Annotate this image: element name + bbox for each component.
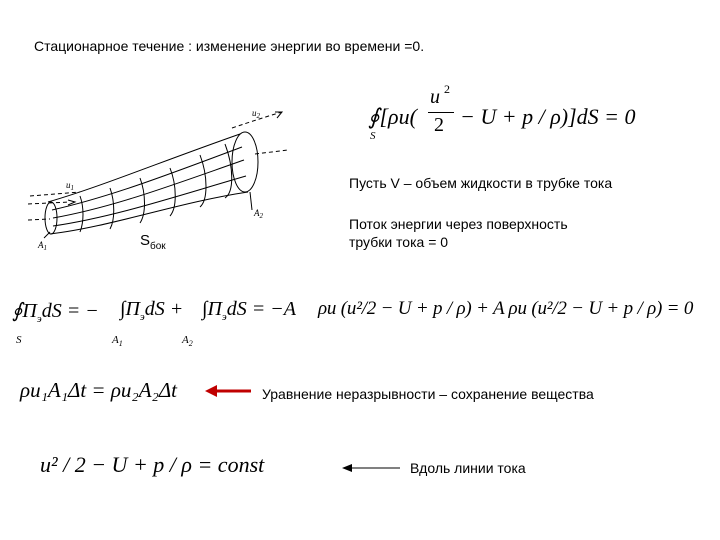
flux-text-line1: Поток энергии через поверхность xyxy=(349,216,568,232)
continuity-text: Уравнение неразрывности – сохранение вещества xyxy=(262,386,594,402)
label-a1: $A_1$ xyxy=(38,240,47,252)
bernoulli-equation: u² / 2 − U + p / ρ = const xyxy=(40,452,265,477)
page-title: Стационарное течение : изменение энергии во времени =0. xyxy=(34,38,425,54)
label-a2: $A_2$ xyxy=(254,208,263,220)
black-arrow-icon xyxy=(342,462,402,474)
volume-text: Пусть V – объем жидкости в трубке тока xyxy=(349,175,613,191)
energy-integral-equation: ∮[ρu( u 2 2 − U + p / ρ)]dS = 0 S xyxy=(368,82,636,142)
label-u2: $u_2$ xyxy=(252,108,260,120)
s-side-label: $S_{бок}$ xyxy=(140,232,166,252)
continuity-equation: ρu₁A₁Δt = ρu₂A₂Δt xyxy=(20,378,178,402)
energy-flux-equation: $∮\Pi_эdS$ = − $\int\Pi_эdS$ + $\int\Pi_эdS = -A$ ρu (u²/2 − U + p / ρ) + A ρu (u²/2 − U + p / ρ) = 0 S $A_1$ $A_2$ xyxy=(12,298,694,349)
end-ellipse-a2 xyxy=(232,132,258,192)
label-u1: $u_1$ xyxy=(66,180,74,192)
red-arrow-icon xyxy=(205,384,253,398)
flux-text-line2: трубки тока = 0 xyxy=(349,234,449,250)
streamline-text: Вдоль линии тока xyxy=(410,460,526,476)
